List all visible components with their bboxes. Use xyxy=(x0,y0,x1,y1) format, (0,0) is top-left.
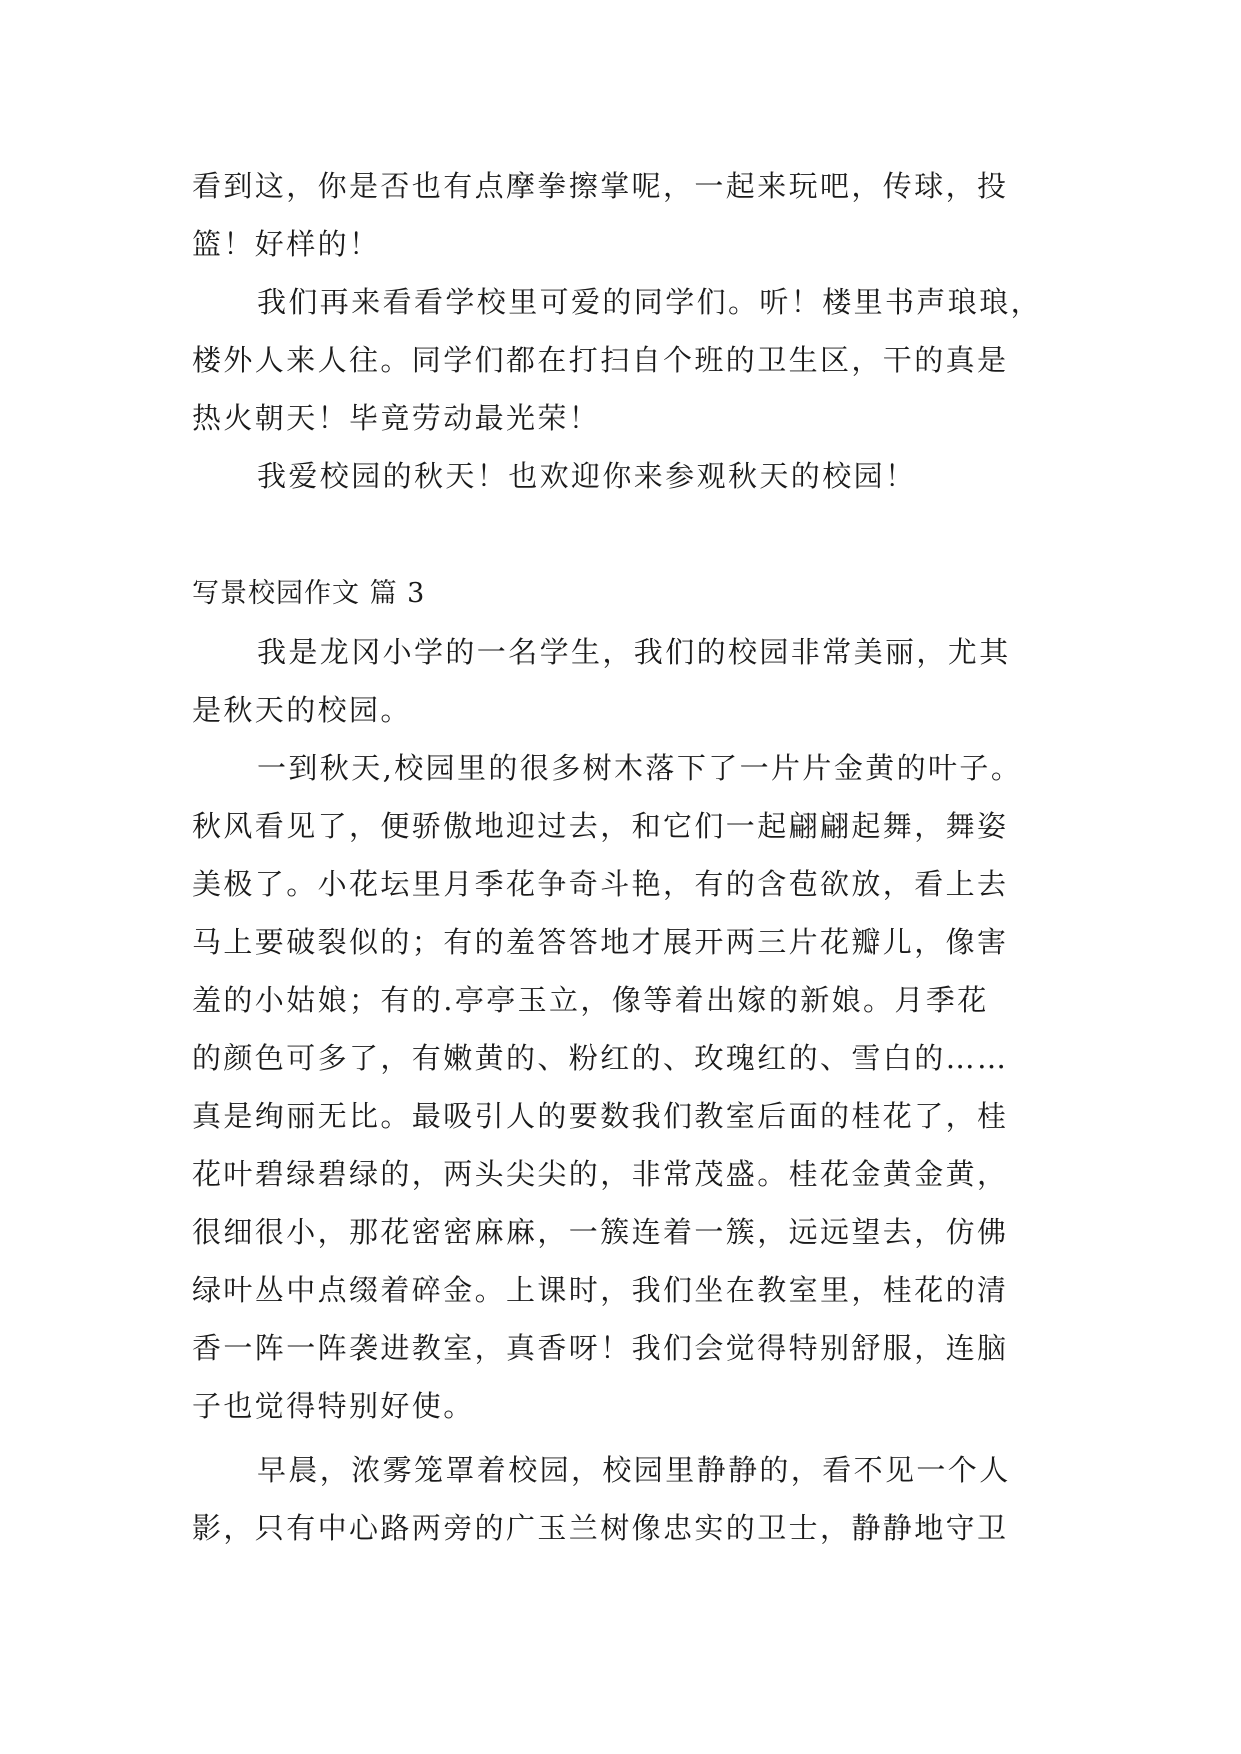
paragraph-6-line: 影，只有中心路两旁的广玉兰树像忠实的卫士，静静地守卫 xyxy=(192,1511,1009,1545)
paragraph-3-line: 我爱校园的秋天！也欢迎你来参观秋天的校园！ xyxy=(257,459,917,493)
paragraph-5-line: 美极了。小花坛里月季花争奇斗艳，有的含苞欲放，看上去 xyxy=(192,867,1009,901)
paragraph-1-line: 篮！好样的！ xyxy=(192,227,381,261)
paragraph-5-line: 真是绚丽无比。最吸引人的要数我们教室后面的桂花了，桂 xyxy=(192,1099,1009,1133)
paragraph-1-line: 看到这，你是否也有点摩拳擦掌呢，一起来玩吧，传球，投 xyxy=(192,169,1009,203)
paragraph-5-line: 子也觉得特别好使。 xyxy=(192,1389,475,1423)
paragraph-2-line: 楼外人来人往。同学们都在打扫自个班的卫生区，干的真是 xyxy=(192,343,1009,377)
paragraph-2-line: 我们再来看看学校里可爱的同学们。听！楼里书声琅琅， xyxy=(257,285,1043,319)
paragraph-5-line: 的颜色可多了，有嫩黄的、粉红的、玫瑰红的、雪白的…… xyxy=(192,1041,1009,1075)
paragraph-5-line: 很细很小，那花密密麻麻，一簇连着一簇，远远望去，仿佛 xyxy=(192,1215,1009,1249)
paragraph-5-line: 花叶碧绿碧绿的，两头尖尖的，非常茂盛。桂花金黄金黄， xyxy=(192,1157,1009,1191)
paragraph-5-line: 绿叶丛中点缀着碎金。上课时，我们坐在教室里，桂花的清 xyxy=(192,1273,1009,1307)
paragraph-6-line: 早晨，浓雾笼罩着校园，校园里静静的，看不见一个人 xyxy=(257,1453,1011,1487)
paragraph-4-line: 我是龙冈小学的一名学生，我们的校园非常美丽，尤其 xyxy=(257,635,1011,669)
paragraph-5-line: 羞的小姑娘；有的.亭亭玉立，像等着出嫁的新娘。月季花 xyxy=(192,983,989,1017)
section-heading: 写景校园作文 篇 3 xyxy=(192,578,426,609)
paragraph-5-line: 马上要破裂似的；有的羞答答地才展开两三片花瓣儿，像害 xyxy=(192,925,1009,959)
paragraph-5-line: 香一阵一阵袭进教室，真香呀！我们会觉得特别舒服，连脑 xyxy=(192,1331,1009,1365)
paragraph-4-line: 是秋天的校园。 xyxy=(192,693,412,727)
paragraph-2-line: 热火朝天！毕竟劳动最光荣！ xyxy=(192,401,601,435)
paragraph-5-line: 一到秋天,校园里的很多树木落下了一片片金黄的叶子。 xyxy=(257,751,1023,785)
paragraph-5-line: 秋风看见了，便骄傲地迎过去，和它们一起翩翩起舞，舞姿 xyxy=(192,809,1009,843)
